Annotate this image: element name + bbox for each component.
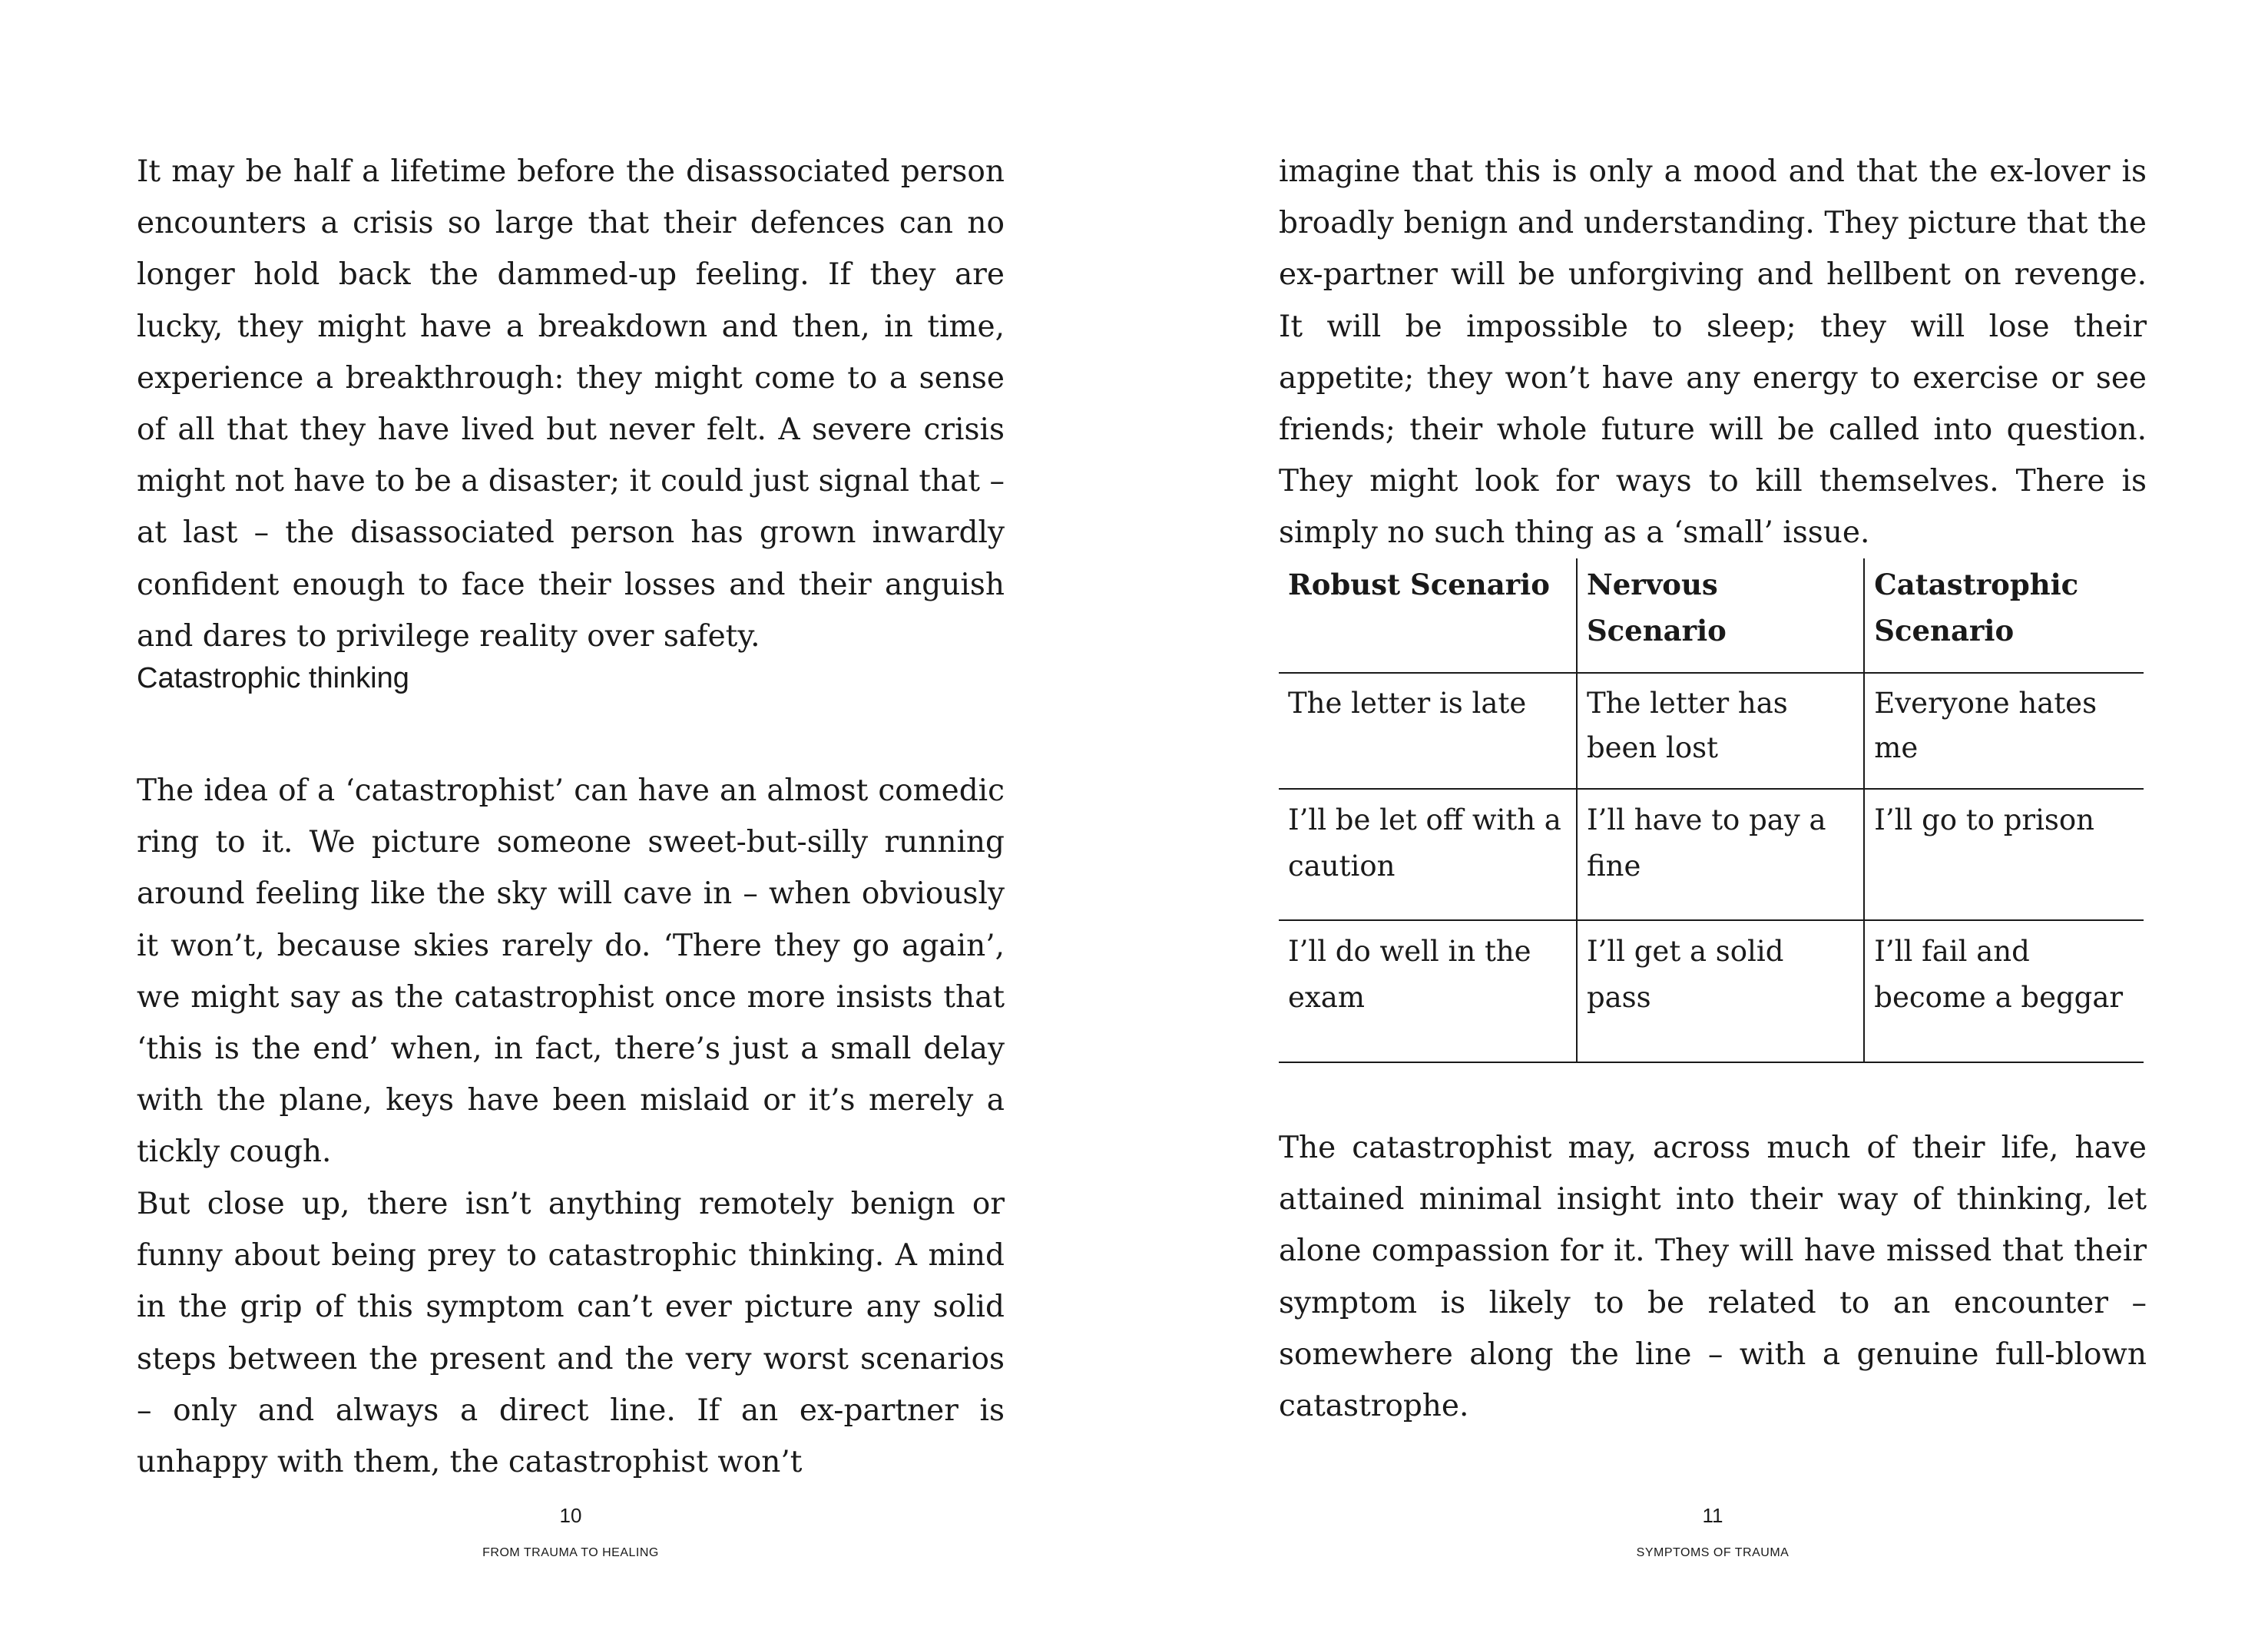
table-cell: I’ll have to pay a fine [1577,789,1864,920]
table-cell: The letter is late [1279,673,1577,789]
right-paragraph-2: The catastrophist may, across much of their life, have attained minimal insight into their way of thinking, let alone compassion for it. They will have missed that their symptom is likely to be related to an encounter – somewhere along the line – with a genuine full-blown catastrophe. [1279,1131,2147,1424]
table-cell: I’ll be let off with a caution [1279,789,1577,920]
table-row [1279,789,2144,920]
left-paragraph-3: But close up, there isn’t anything remotely benign or funny about being prey to catastrophic thinking. A mind in the grip of this symptom can’t ever picture any solid steps between the present and the very worst scenarios – only and always a direct line. If an ex-partner is unhappy with them, the catastrophist won’t [137,1187,1005,1480]
table-cell: I’ll fail and become a beggar [1864,920,2144,1062]
table-cell: I’ll do well in the exam [1279,920,1577,1062]
scenario-table [1279,558,2144,1063]
table-header-cell: Catastrophic Scenario [1864,558,2144,673]
left-paragraph-2: The idea of a ‘catastrophist’ can have an almost comedic ring to it. We picture someone sweet-but-silly running around feeling like the sky will cave in – when obviously it won’t, because skies rarely do. ‘There they go again’, we might say as the catastrophist once more insists that ‘this is the end’ when, in fact, there’s just a small delay with the plane, keys have been mislaid or it’s merely a tickly cough. [137,773,1005,1170]
table-row [1279,673,2144,789]
table-cell: Everyone hates me [1864,673,2144,789]
page-number-left: 10 [559,1504,582,1527]
section-heading: Catastrophic thinking [137,662,409,694]
table-header-cell: Robust Scenario [1279,558,1577,673]
table-cell: I’ll go to prison [1864,789,2144,920]
right-page [1279,0,2147,1633]
page-number-right: 11 [1702,1504,1723,1527]
right-paragraph-1: imagine that this is only a mood and that the ex-lover is broadly benign and understanding. They picture that the ex-partner will be unforgiving and hellbent on revenge. It will be impossible to sleep; they will lose their appetite; they won’t have any energy to exercise or see friends; their whole future will be called into question. They might look for ways to kill themselves. There is simply no such thing as a ‘small’ issue. [1279,154,2147,551]
left-paragraph-1: It may be half a lifetime before the disassociated person encounters a crisis so large that their defences can no longer hold back the dammed-up feeling. If they are lucky, they might have a breakdown and then, in time, experience a breakthrough: they might come to a sense of all that they have lived but never felt. A severe crisis might not have to be a disaster; it could just signal that – at last – the disassociated person has grown inwardly confident enough to face their losses and their anguish and dares to privilege reality over safety. [137,154,1005,654]
table-row [1279,920,2144,1062]
running-footer-right: SYMPTOMS OF TRAUMA [1636,1546,1790,1559]
table-cell: The letter has been lost [1577,673,1864,789]
table-header-row [1279,558,2144,673]
left-page [137,0,1005,1633]
table-cell: I’ll get a solid pass [1577,920,1864,1062]
running-footer-left: FROM TRAUMA TO HEALING [482,1546,659,1559]
table-header-cell: Nervous Scenario [1577,558,1864,673]
